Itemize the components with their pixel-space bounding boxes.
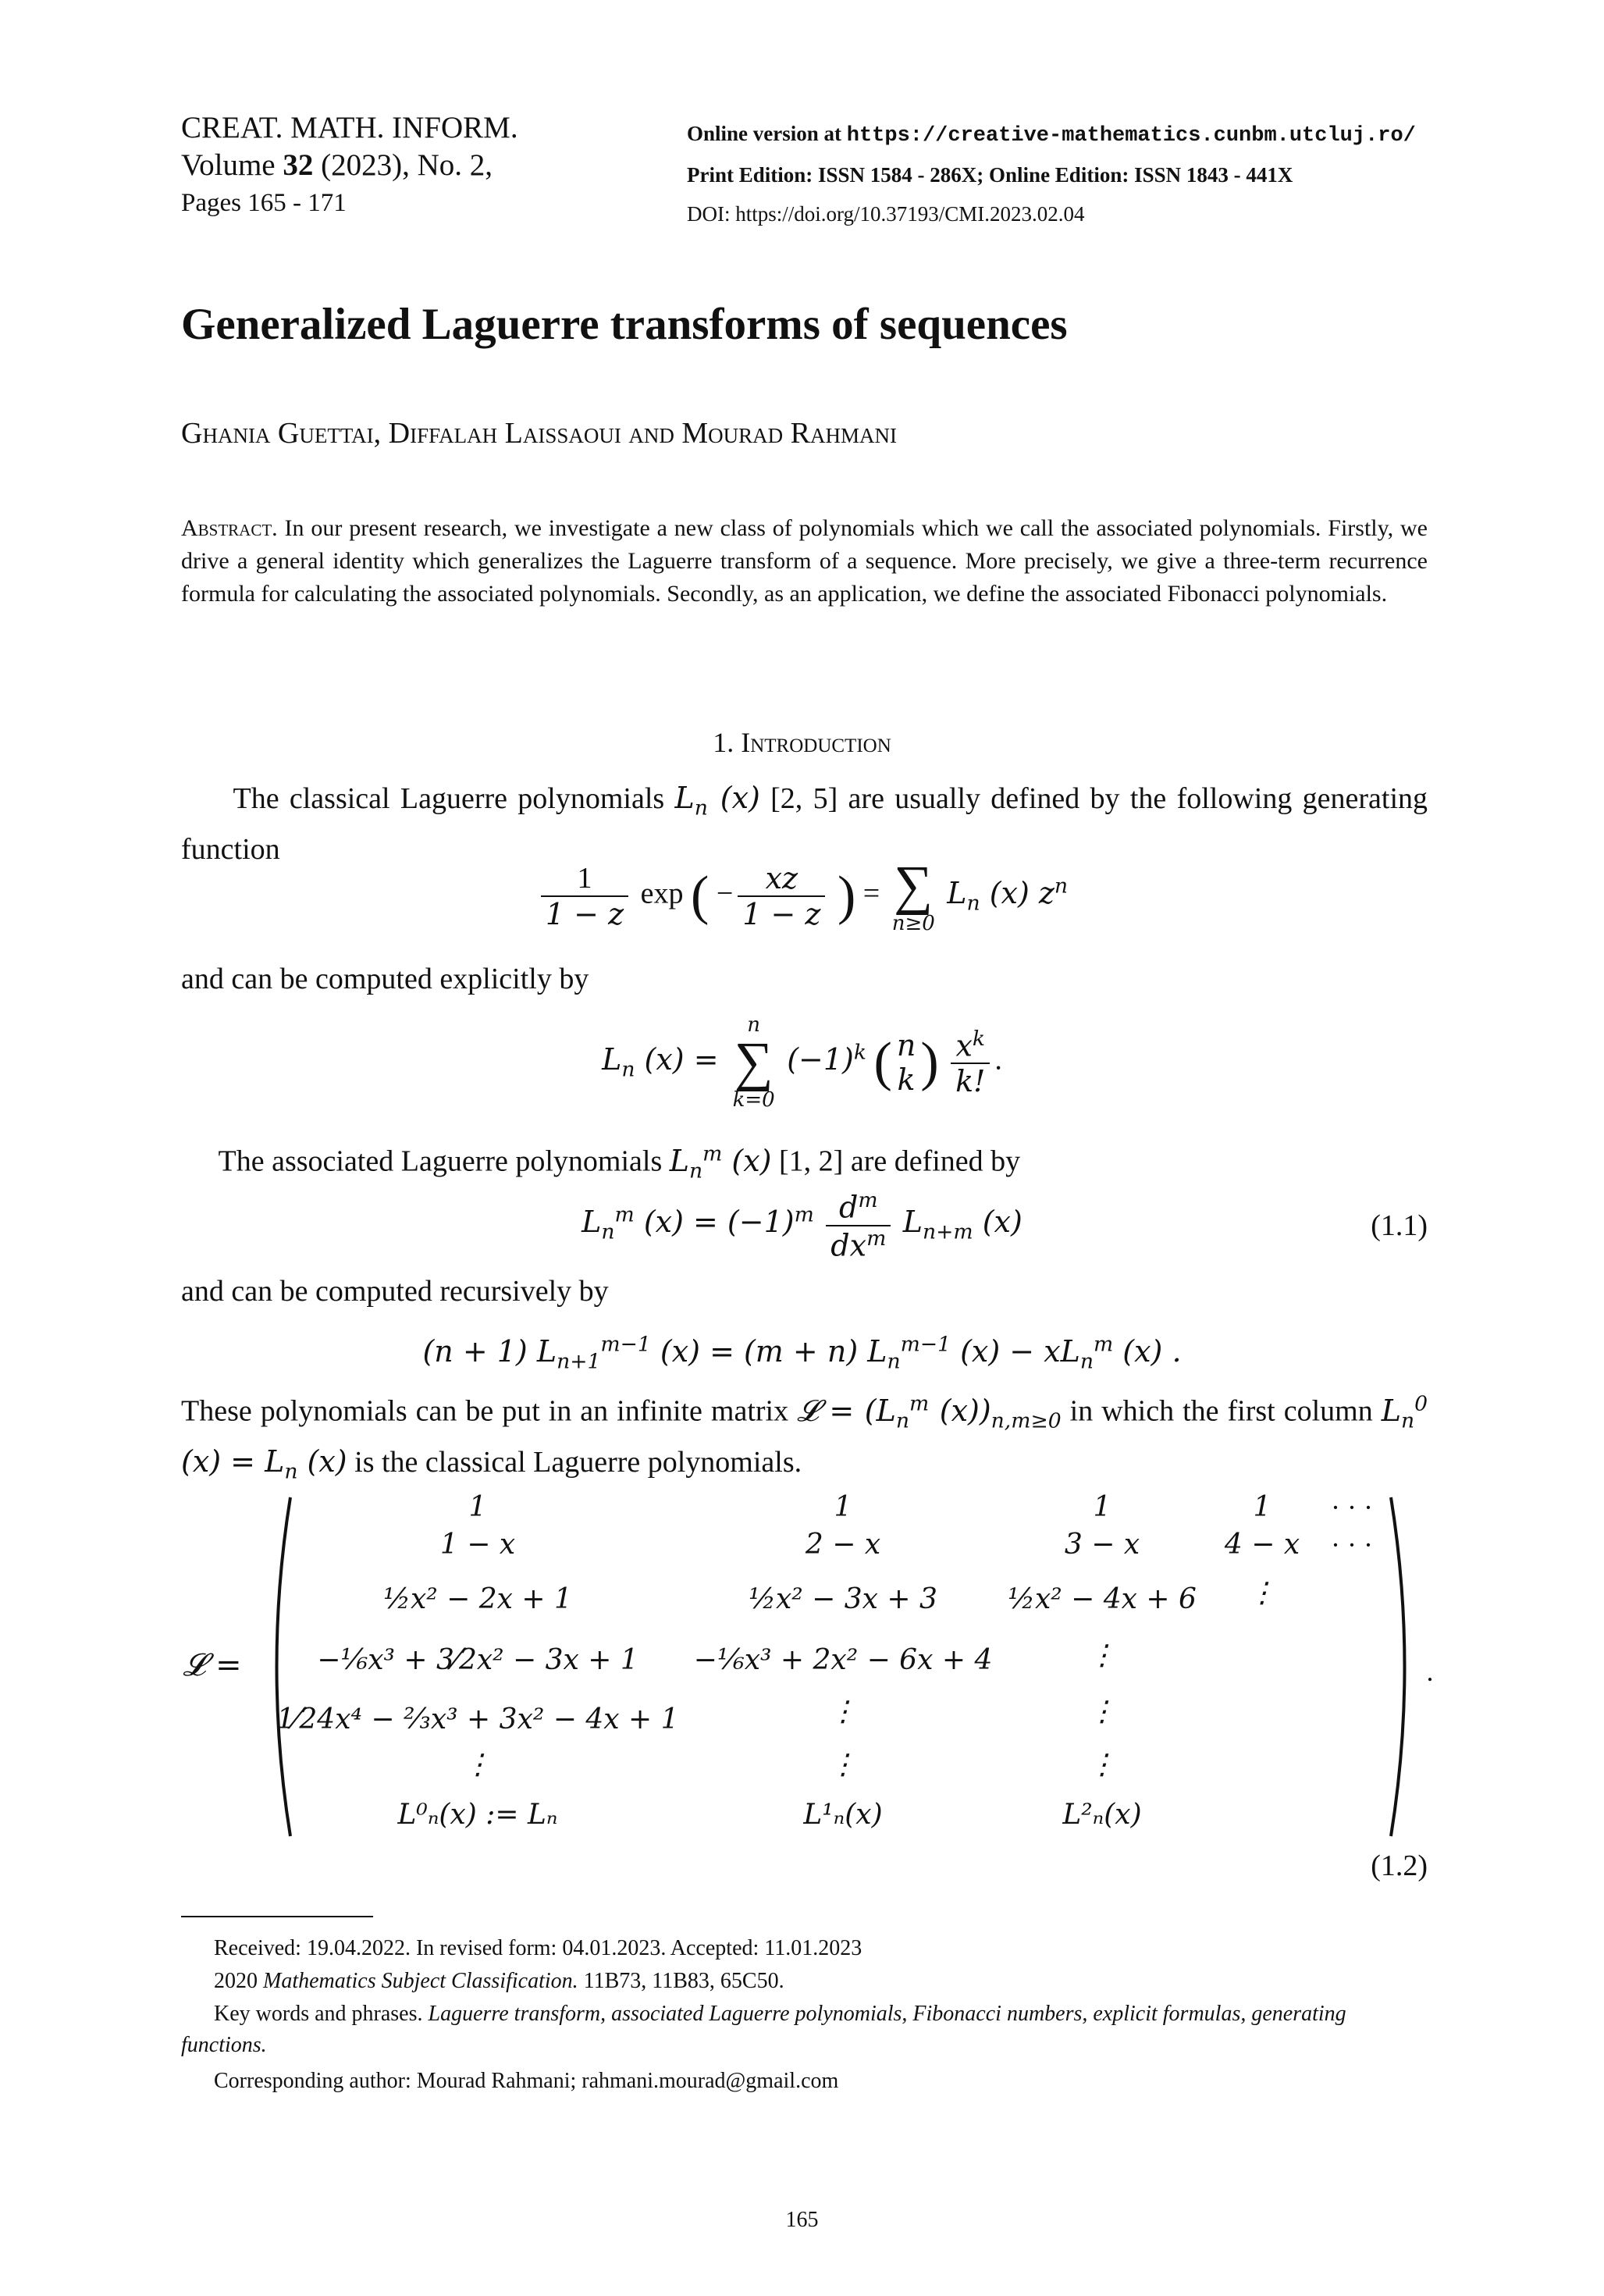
matrix-cell: ⋮ xyxy=(1088,1749,1116,1781)
matrix-cell: 4 − x xyxy=(1224,1529,1300,1561)
abstract xyxy=(181,512,1428,610)
matrix-trailing-period: . xyxy=(1426,1656,1434,1687)
matrix-cell: 3 − x xyxy=(1064,1529,1140,1561)
journal-header xyxy=(181,109,518,222)
journal-pages: Pages 165 - 171 xyxy=(181,189,347,217)
equation-number-1-2: (1.2) xyxy=(1371,1849,1428,1882)
paragraph-1: The classical Laguerre polynomials $L_n$ (x) [2, 5] are usually defined by the following generating function xyxy=(181,781,1428,866)
matrix-cell: ⋮ xyxy=(829,1749,857,1781)
matrix-cell: 2 − x xyxy=(805,1529,881,1561)
abstract-text: In our present research, we investigate a new class of polynomials which we call the associated polynomials. Firstly, we drive a general identity which generalizes the Laguerre transform of a sequence. More precisely, we give a three-term recurrence formula for calculating the associated polynomials. Secondly, as an application, we define the associated Fibonacci polynomials. xyxy=(181,515,1428,607)
matrix-label: 𝓛 = xyxy=(183,1647,242,1683)
matrix-cell: 1 xyxy=(468,1491,487,1523)
matrix-cell: −⅙x³ + 2x² − 6x + 4 xyxy=(693,1644,993,1676)
matrix-cell: ⋮ xyxy=(1248,1577,1276,1609)
matrix-cell: 1⁄24x⁴ − ⅔x³ + 3x² − 4x + 1 xyxy=(276,1703,679,1735)
author-list: Ghania Guettai, Diffalah Laissaoui and Mourad Rahmani xyxy=(181,417,897,450)
footnote-corresponding-author: Corresponding author: Mourad Rahmani; rahmani.mourad@gmail.com xyxy=(214,2069,839,2093)
infinite-matrix xyxy=(181,1491,1508,1842)
matrix-cell: −⅙x³ + 3⁄2x² − 3x + 1 xyxy=(317,1644,638,1676)
section-heading: 1. Introduction xyxy=(713,727,891,758)
paragraph-4: and can be computed recursively by xyxy=(181,1275,609,1308)
footnote-msc: 2020 Mathematics Subject Classification. 11B73, 11B83, 65C50. xyxy=(214,1969,784,1993)
matrix-cell: ⋮ xyxy=(464,1749,492,1781)
matrix-cell: L²ₙ(x) xyxy=(1062,1799,1142,1831)
paragraph-3: The associated Laguerre polynomials $L_n^m$ (x) [1, 2] are defined by xyxy=(218,1141,1021,1184)
matrix-right-paren xyxy=(1383,1491,1422,1842)
matrix-cell: 1 − x xyxy=(439,1529,516,1561)
matrix-cell: 1 xyxy=(1093,1491,1111,1523)
issn-line: Print Edition: ISSN 1584 - 286X; Online Edition: ISSN 1843 - 441X xyxy=(687,163,1293,187)
paper-title: Generalized Laguerre transforms of sequences xyxy=(181,300,1068,349)
journal-volume: Volume 32 (2023), No. 2, xyxy=(181,148,493,182)
matrix-cell: 1 xyxy=(834,1491,852,1523)
matrix-left-paren xyxy=(259,1491,298,1842)
publication-info xyxy=(687,114,1416,233)
online-url[interactable]: https://creative-mathematics.cunbm.utcluj.ro/ xyxy=(846,124,1416,148)
matrix-cell: ½x² − 3x + 3 xyxy=(749,1583,937,1615)
footnote-received: Received: 19.04.2022. In revised form: 04.01.2023. Accepted: 11.01.2023 xyxy=(214,1936,862,1960)
explicit-formula-equation: $L_n$ (x) = n ∑ k=0 $(-1)^k$ ( n k ) $\frac{x^k}{k!}$ . xyxy=(602,1013,1002,1112)
journal-name: CREAT. MATH. INFORM. xyxy=(181,111,518,144)
matrix-cell: ½x² − 2x + 1 xyxy=(383,1583,572,1615)
matrix-cell: · · · xyxy=(1331,1529,1373,1561)
paragraph-2: and can be computed explicitly by xyxy=(181,963,589,995)
abstract-label: Abstract. xyxy=(181,515,278,541)
doi-line[interactable]: DOI: https://doi.org/10.37193/CMI.2023.02.04 xyxy=(687,202,1085,226)
footnote-rule xyxy=(181,1916,373,1917)
recurrence-equation: (n + 1) $L_{n+1}^{m-1}$ (x) = (m + n) $L_n^{m-1}$ $(x) - xL_n^m$ (x) . xyxy=(422,1332,1182,1374)
paragraph-5: These polynomials can be put in an infinite matrix 𝓛 = ($L_n^m$ $(x))_{n,m\ge 0}$ in which the first column $L_n^0$ $(x) = L_n$ (x) is the classical Laguerre polynomials. xyxy=(181,1391,1428,1484)
matrix-cell: ½x² − 4x + 6 xyxy=(1008,1583,1197,1615)
page-number: 165 xyxy=(785,2208,819,2232)
footnote-keywords: Key words and phrases. Laguerre transform, associated Laguerre polynomials, Fibonacci numbers, explicit formulas, generating functions. xyxy=(181,2002,1346,2057)
matrix-cell: L⁰ₙ(x) := Lₙ xyxy=(397,1799,558,1831)
matrix-cell: L¹ₙ(x) xyxy=(803,1799,883,1831)
matrix-cell: · · · xyxy=(1331,1492,1373,1523)
generating-function-equation: $\frac{1}{1 - z}$ exp ( − $\frac{xz}{1 - z}$ ) = ∑ n≥0 $L_n$ (x) $z^n$ xyxy=(0,859,1604,934)
equation-number-1-1: (1.1) xyxy=(1371,1209,1428,1242)
matrix-cell: ⋮ xyxy=(1088,1696,1116,1728)
matrix-cell: 1 xyxy=(1253,1491,1271,1523)
matrix-cell: ⋮ xyxy=(829,1696,857,1728)
equation-1-1: $L_n^m$ $(x) = (-1)^m$ $\frac{d^m}{dx^m}$ $L_{n+m}$ (x) xyxy=(581,1188,1023,1263)
online-version: Online version at https://creative-mathematics.cunbm.utcluj.ro/ xyxy=(687,122,1416,148)
matrix-cell: ⋮ xyxy=(1088,1639,1116,1671)
